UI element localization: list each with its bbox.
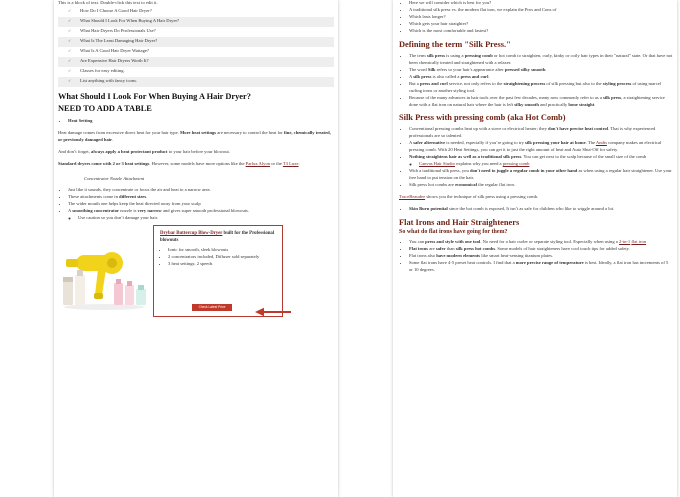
heading-hot-comb: Silk Press with pressing comb (aka Hot Comb) (399, 113, 566, 122)
list-item: • Here we will consider which is best for you? (409, 0, 673, 6)
list-item: • A silk press is also called a press and curl. (409, 73, 673, 80)
subheading-flat-irons: So what do flat irons have going for them? (399, 229, 508, 235)
hot-comb-list (399, 125, 673, 188)
check-icon: ✓ (68, 28, 72, 33)
andis-link[interactable]: Andis (595, 140, 607, 145)
list-item: • These attachments come in different sizes. (68, 193, 334, 200)
checklist (58, 7, 334, 87)
flat-iron-link[interactable]: flat iron (631, 239, 647, 244)
arrow-left-icon (253, 307, 293, 317)
checklist-item: ✓ What Is A Good Hair Dryer Wattage? (68, 48, 149, 53)
section-heading: What Should I Look For When Buying A Hair Dryer? (58, 92, 251, 101)
list-item: ◦ Use caution so you don’t damage your hair. (78, 214, 334, 221)
list-item: • Because of the many advances in hair tools over the past few decades, many now commonly refer to as a silk press, a straightening service done with a flat iron on natural hair where the hair is left silky smooth and practically bone straight. (409, 94, 673, 108)
list-item: • You can press and style with one tool. No need for a hair curler or separate styling tool. Especially when using a 2-in-1 flat iron (409, 238, 673, 245)
drybar-buttercup-link[interactable]: Drybar Buttercup Blow-Dryer (160, 231, 223, 236)
list-item: • Conventional pressing combs heat up with a stove or electrical heater; they don't have precise heat control. That is why experienced professionals are so talented. (409, 125, 673, 139)
product-info-box: Drybar Buttercup Blow-Dryer built for the Professional blowouts • Ionic for smooth, sleek blowouts • 2 concentrators included, Diffuser sold separately • 3 heat settings; 2 speeds Check Latest Price (153, 225, 283, 317)
list-item: • The word Silk refers to your hair's appearance after pressed silky smooth. (409, 66, 673, 73)
define-list (399, 52, 673, 108)
feature-list (160, 246, 276, 267)
checklist-item: ✓ What Is The Least Damaging Hair Dryer? (58, 37, 334, 47)
list-item: • Some flat irons have 4-5 preset heat controls. I find that a more precise range of temperature is best. Ideally, a flat iron has increments of 5 or 10 degrees. (409, 259, 673, 273)
pressing-comb-link[interactable]: pressing comb (502, 161, 530, 166)
list-item: • A smoothing concentrator nozzle is very narrow and gives super smooth professional blowouts. ◦ Use caution so you don’t damage your hair. (68, 207, 334, 221)
checklist-item: ✓ Classes for easy editing. (68, 68, 125, 73)
list-item: • With a traditional silk press, you don't need to juggle a regular comb in your other hand as when using a regular hair straightener. Use your free hand to put tension on the hair. (409, 167, 673, 181)
list-item: • Ionic for smooth, sleek blowouts (168, 246, 276, 253)
list-item: • The wider mouth one helps keep the heat directed away from your scalp (68, 200, 334, 207)
list-item: • Silk press hot combs are economical the regular flat iron. (409, 181, 673, 188)
list-item: ◦ Canvas Hair Studio explains why you need a pressing comb (419, 160, 673, 167)
list-item: • A traditional silk press vs. the modern flat iron, we explain the Pros and Cons of (409, 6, 673, 13)
checklist-item: ✓ What Should I Look For When Buying A Hair Dryer? (58, 17, 334, 27)
check-icon: ✓ (68, 58, 72, 63)
nozzle-list (58, 186, 334, 221)
list-item: • Flat irons also have modern elements like smart heat-sensing titanium plates. (409, 252, 673, 259)
heading-silk-press: Defining the term "Silk Press." (399, 40, 511, 49)
paragraph: Heat damage comes from excessive direct heat for your hair type. More heat settings are necessary to control the heat for fine, chemically treated, or previously damaged hair. (58, 130, 331, 142)
check-icon: ✓ (68, 78, 72, 83)
check-icon: ✓ (68, 68, 72, 73)
product-card (58, 225, 334, 321)
left-page (54, 0, 338, 497)
hair-dryer-product-image[interactable] (58, 239, 150, 311)
flat-iron-list (399, 238, 673, 273)
intro-list (399, 0, 673, 34)
burn-list (399, 205, 673, 212)
check-price-button[interactable]: Check Latest Price (192, 304, 232, 311)
2-in-1-link[interactable]: 2-in-1 (618, 239, 631, 244)
parlux-alyon-link[interactable]: Parlux Alyon (245, 161, 271, 166)
check-icon: ✓ (68, 48, 72, 53)
check-icon: ✓ (68, 38, 72, 43)
list-item: • Nothing straightens hair as well as a traditional silk press. You can get next to the scalp because of the small size of the comb ◦ Canvas Hair Studio explains why you need a pressing comb (409, 153, 673, 167)
list-item: • Which lasts longer? (409, 13, 673, 20)
list-item: • Which is the most comfortable and fastest? (409, 27, 673, 34)
list-item: • Heat Setting (68, 117, 334, 124)
heading-flat-irons: Flat Irons and Hair Straighteners (399, 218, 520, 227)
paragraph: And don’t forget, always apply a heat protectant product to your hair before your blowout. (58, 149, 230, 154)
tracebeaudee-link[interactable]: TraceBeaudee (399, 194, 426, 199)
check-icon: ✓ (68, 18, 72, 23)
checklist-item: ✓ How Do I Choose A Good Hair Dryer? (68, 8, 152, 13)
canvas-hair-studio-link[interactable]: Canvas Hair Studio (419, 161, 455, 166)
list-item: • The term silk press is using a pressing comb or hot comb to straighten, curly, kinky or coily hair types in their "natural" state. Or that have not been chemically treated and straightened with a relaxer. (409, 52, 673, 66)
list-item: • But a press and curl service, not only refers to the straightening process of silk pressing but also to the styling process of using marcel curling irons or another styling tool. (409, 80, 673, 94)
checklist-item: ✓ Are Expensive Hair Dryers Worth It? (58, 57, 334, 67)
list-item: • Skin Burn potential since the hot comb is exposed, It isn’t as safe for children who like to wiggle around a lot. (409, 205, 673, 212)
paragraph: TraceBeaudee shows you the technique of silk press using a pressing comb. (399, 194, 539, 199)
list-item: • Flat irons are safer than silk press hot combs. Some models of hair straighteners have cool touch tips for added safety. (409, 245, 673, 252)
checklist-item: ✓ What Hair Dryers Do Professionals Use? (68, 28, 156, 33)
caption: Concentrator Nozzle Attachment (84, 176, 145, 181)
list-item: • A safer alternative is needed, especially if you’re going to try silk pressing your hair at home. The Andis company makes an electrical pressing comb. With 20 Heat Settings, you can get it to just the right amount of heat and Auto Shut-Off for safety. (409, 139, 673, 153)
section-heading-todo: NEED TO ADD A TABLE (58, 104, 152, 113)
right-page (393, 0, 677, 497)
editable-text-block[interactable]: This is a block of text. Double-click this text to edit it. (58, 0, 158, 5)
checklist-item: ✓ List anything with fancy icons. (58, 77, 334, 87)
list-item: • 3 heat settings; 2 speeds (168, 260, 276, 267)
t3-luxe-link[interactable]: T3 Luxe (282, 161, 299, 166)
list-item: • Which gets your hair straighter? (409, 20, 673, 27)
paragraph: Standard dryers come with 2 or 3 heat settings. However, some models have more options like the Parlux Alyon or the T3 Luxe. (58, 161, 300, 166)
list-item: • Just like it sounds, they concentrate or focus the air and heat to a narrow area. (68, 186, 334, 193)
check-icon: ✓ (68, 8, 72, 13)
heat-list (58, 117, 334, 124)
list-item: • 2 concentrators included, Diffuser sold separately (168, 253, 276, 260)
